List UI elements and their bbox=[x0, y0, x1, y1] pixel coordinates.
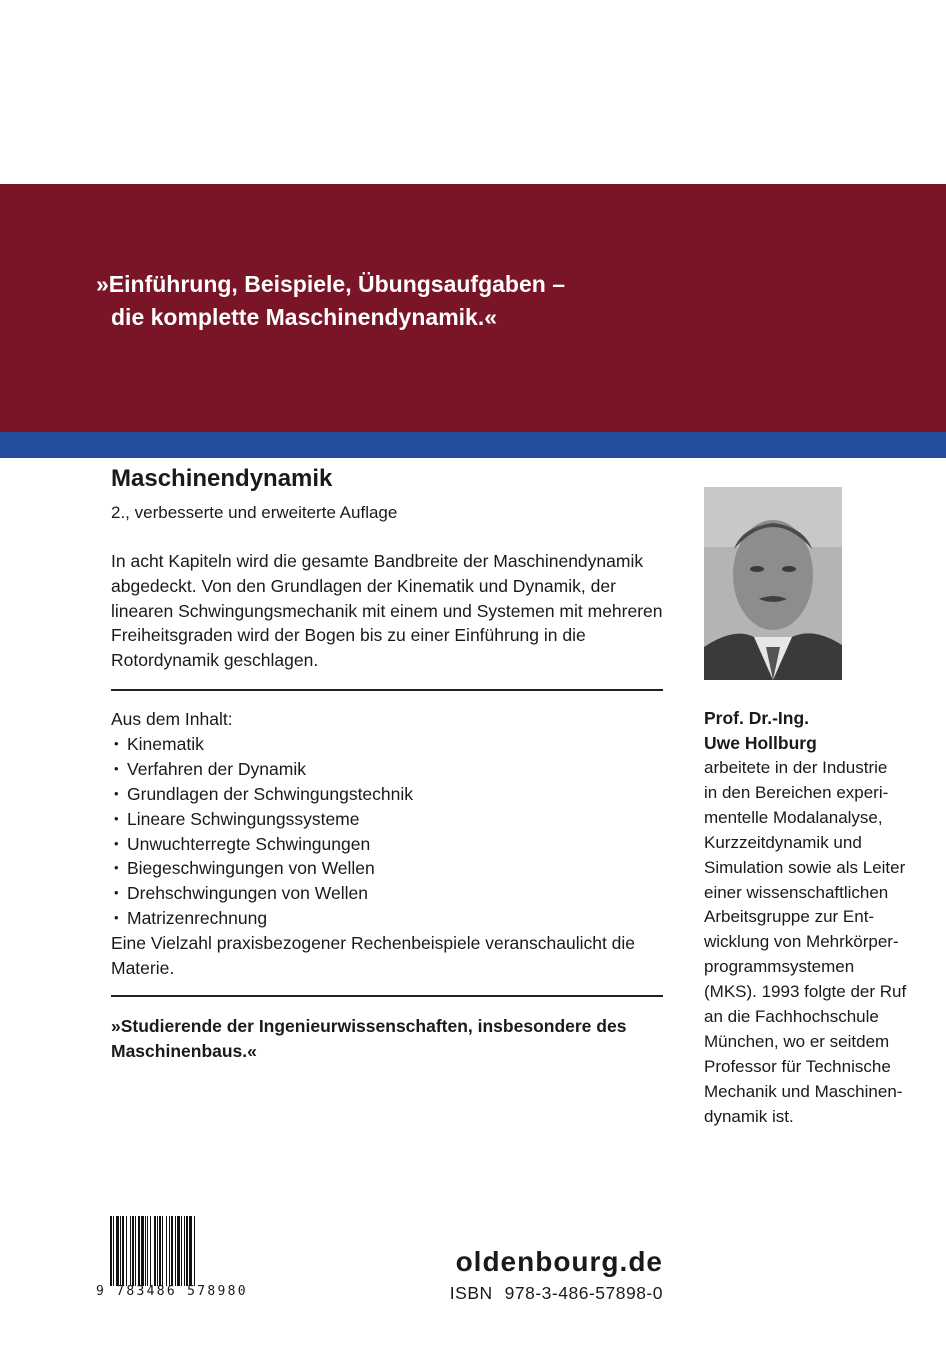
contents-heading: Aus dem Inhalt: bbox=[111, 709, 233, 729]
barcode-bar bbox=[159, 1216, 161, 1286]
barcode-bar bbox=[189, 1216, 192, 1286]
isbn-number: 978-3-486-57898-0 bbox=[504, 1283, 663, 1303]
divider bbox=[111, 689, 663, 691]
barcode-bar bbox=[186, 1216, 188, 1286]
list-item: • Grundlagen der Schwingungstechnik bbox=[111, 782, 671, 807]
edition-label: 2., verbesserte und erweiterte Auflage bbox=[111, 503, 398, 522]
bio-line: programmsystemen bbox=[704, 957, 855, 977]
list-item: • Verfahren der Dynamik bbox=[111, 757, 671, 782]
barcode-bar bbox=[157, 1216, 158, 1286]
isbn-label: ISBN bbox=[449, 1283, 493, 1303]
contents-list bbox=[111, 732, 671, 931]
bio-line: arbeitete in der Industrie bbox=[704, 758, 888, 777]
barcode-bar bbox=[181, 1216, 182, 1286]
bio-line: Arbeitsgruppe zur Ent- bbox=[704, 907, 875, 927]
tagline-line-2: die komplette Maschinendynamik.« bbox=[111, 304, 498, 330]
bio-line: in den Bereichen experi- bbox=[704, 782, 889, 802]
list-item: • Matrizenrechnung bbox=[111, 906, 671, 931]
bio-line: (MKS). 1993 folgte der Ruf bbox=[704, 982, 907, 1002]
barcode-bar bbox=[194, 1216, 195, 1286]
barcode-bar bbox=[175, 1216, 176, 1286]
author-photo bbox=[704, 487, 842, 680]
bio-line: Professor für Technische bbox=[704, 1056, 891, 1076]
barcode-bar bbox=[147, 1216, 148, 1286]
barcode-bar bbox=[135, 1216, 136, 1286]
barcode-bar bbox=[110, 1216, 112, 1286]
barcode-bar bbox=[138, 1216, 140, 1286]
bio-line: wicklung von Mehrkörper- bbox=[704, 932, 899, 952]
barcode-bar bbox=[116, 1216, 119, 1286]
bio-line: Kurzzeitdynamik und bbox=[704, 832, 862, 852]
audience-quote: »Studierende der Ingenieurwissenschaften, insbesondere des Maschinenbaus.« bbox=[111, 1016, 627, 1061]
author-heading bbox=[704, 706, 817, 756]
barcode-bar bbox=[113, 1216, 114, 1286]
bio-line: einer wissenschaftlichen bbox=[704, 882, 889, 902]
bio-line: Mechanik und Maschinen- bbox=[704, 1081, 903, 1101]
contents-closing: Eine Vielzahl praxisbezogener Rechenbeispiele veranschaulicht die Materie. bbox=[111, 933, 636, 979]
isbn-line bbox=[450, 1283, 663, 1304]
barcode bbox=[110, 1216, 248, 1286]
barcode-bar bbox=[141, 1216, 144, 1286]
publisher-website: oldenbourg.de bbox=[455, 1246, 663, 1277]
contents-section bbox=[111, 707, 671, 981]
barcode-bar bbox=[166, 1216, 167, 1286]
barcode-bar bbox=[126, 1216, 127, 1286]
author-title: Prof. Dr.-Ing. bbox=[704, 708, 809, 728]
barcode-bar bbox=[130, 1216, 131, 1286]
barcode-bar bbox=[150, 1216, 151, 1286]
barcode-bar bbox=[120, 1216, 121, 1286]
bio-line: an die Fachhochschule bbox=[704, 1007, 879, 1027]
accent-stripe bbox=[0, 432, 946, 458]
barcode-bar bbox=[177, 1216, 180, 1286]
barcode-bar bbox=[154, 1216, 156, 1286]
barcode-bar bbox=[162, 1216, 163, 1286]
list-item: • Biegeschwingungen von Wellen bbox=[111, 856, 671, 881]
barcode-digits: 9 783486 578980 bbox=[96, 1284, 248, 1299]
barcode-bar bbox=[169, 1216, 170, 1286]
list-item: • Drehschwingungen von Wellen bbox=[111, 881, 671, 906]
book-title: Maschinendynamik bbox=[111, 465, 333, 492]
tagline-quote bbox=[96, 268, 565, 334]
bio-line: dynamik ist. bbox=[704, 1106, 794, 1126]
author-bio bbox=[704, 756, 919, 1130]
list-item: • Unwuchterregte Schwingungen bbox=[111, 832, 671, 857]
bio-line: München, wo er seitdem bbox=[704, 1031, 890, 1051]
barcode-bar bbox=[171, 1216, 173, 1286]
book-description: In acht Kapiteln wird die gesamte Bandbreite der Maschinendynamik abgedeckt. Von den Grundlagen der Kinematik und Dynamik, der linearen Schwingungsmechanik mit einem und Systemen mit mehreren Freiheitsgraden wird der Bogen bis zu einer Einführung in die Rotordynamik geschlagen. bbox=[111, 551, 663, 671]
barcode-bar bbox=[132, 1216, 134, 1286]
author-name: Uwe Hollburg bbox=[704, 733, 817, 753]
barcode-bar bbox=[122, 1216, 124, 1286]
divider bbox=[111, 995, 663, 997]
list-item: • Lineare Schwingungssysteme bbox=[111, 807, 671, 832]
list-item: • Kinematik bbox=[111, 732, 671, 757]
bio-line: Simulation sowie als Leiter bbox=[704, 857, 906, 877]
barcode-bar bbox=[184, 1216, 185, 1286]
bio-line: mentelle Modalanalyse, bbox=[704, 807, 883, 827]
barcode-bar bbox=[145, 1216, 146, 1286]
tagline-line-1: »Einführung, Beispiele, Übungsaufgaben – bbox=[96, 271, 565, 297]
